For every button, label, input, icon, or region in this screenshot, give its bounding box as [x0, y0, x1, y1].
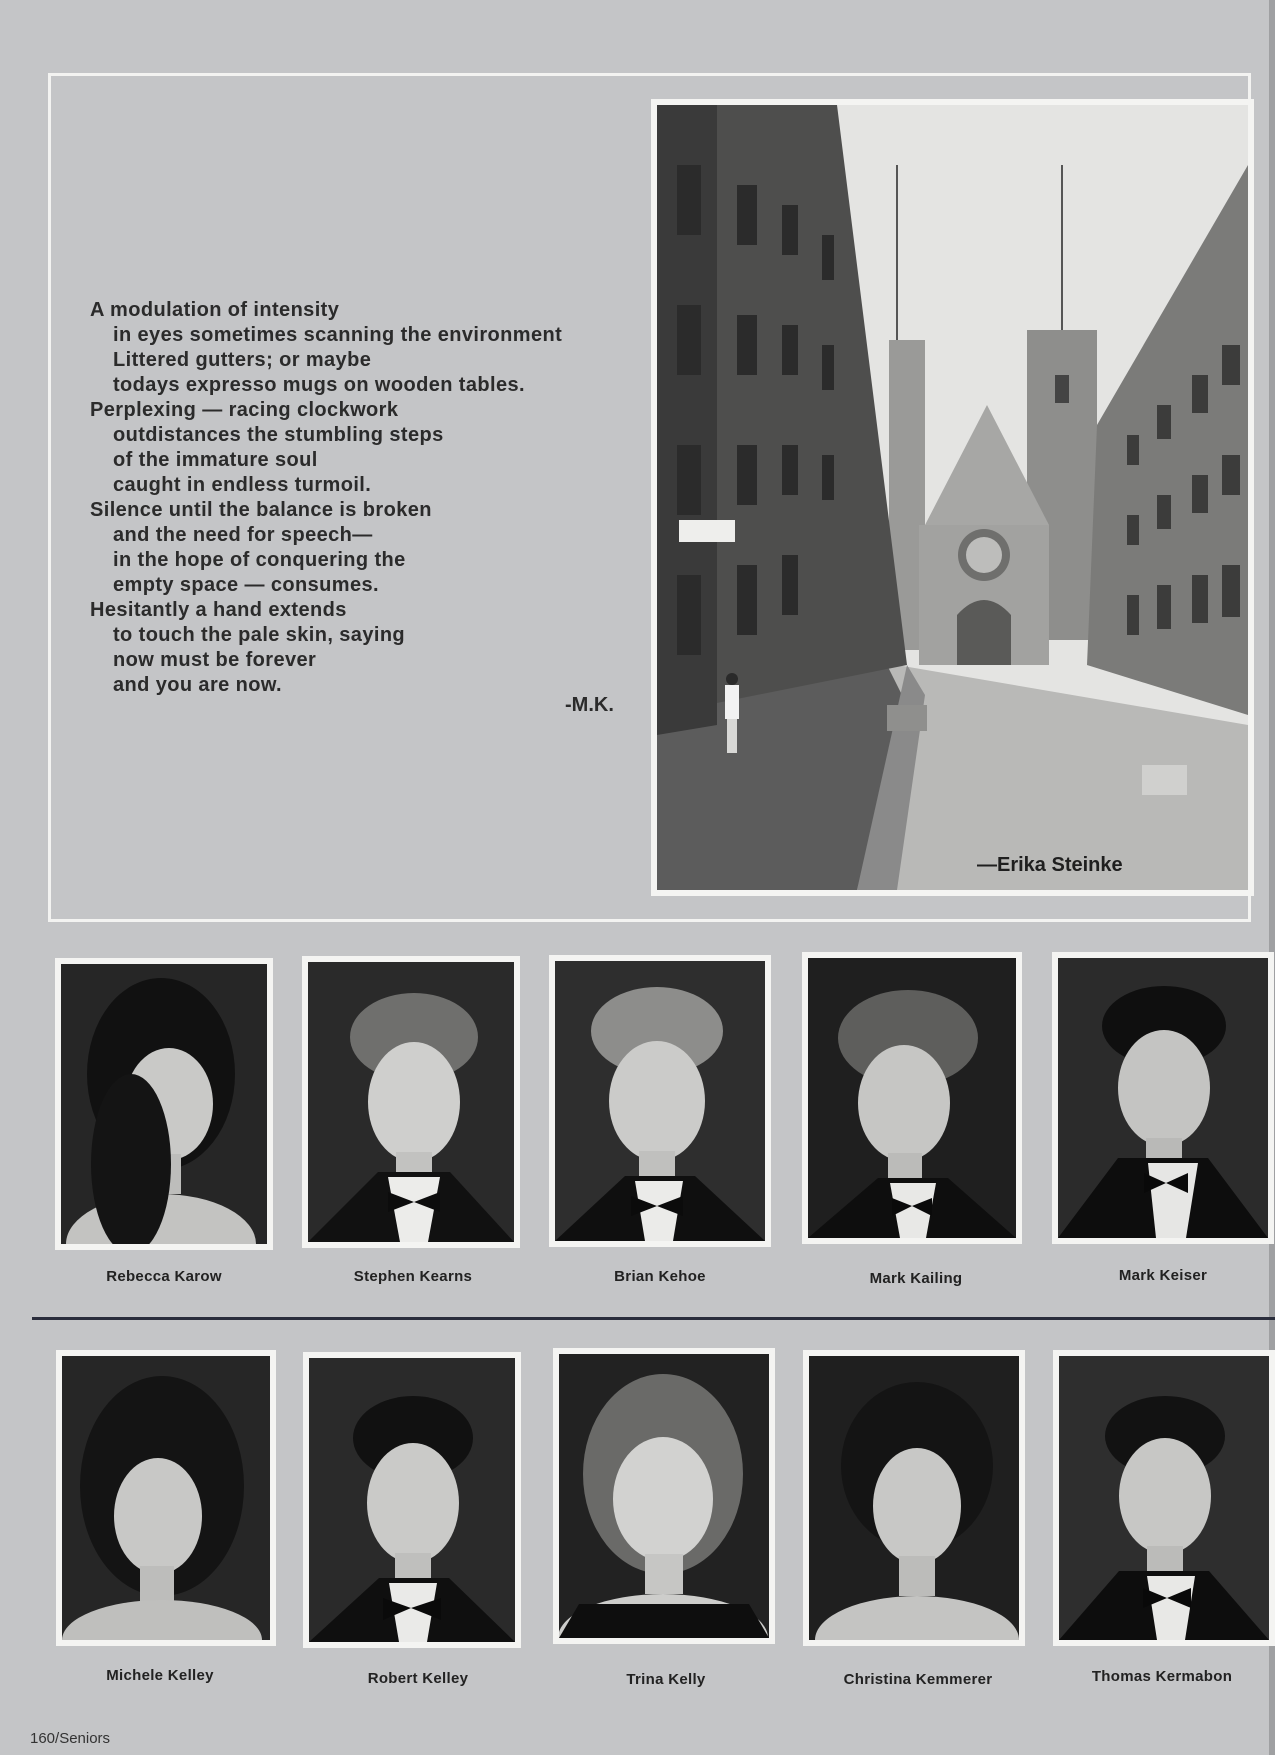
portrait-photo	[55, 958, 273, 1250]
senior-name: Thomas Kermabon	[1091, 1668, 1233, 1685]
poem-line: caught in endless turmoil.	[113, 474, 372, 496]
portrait-photo	[802, 952, 1022, 1244]
portrait-image	[808, 958, 1016, 1238]
poem-line: to touch the pale skin, saying	[113, 624, 406, 646]
poem	[90, 298, 650, 698]
portrait-photo	[56, 1350, 276, 1646]
street-photo	[651, 99, 1254, 896]
portrait-image	[62, 1356, 270, 1640]
portrait-image	[309, 1358, 515, 1642]
portrait-image	[555, 961, 765, 1241]
poem-line: Littered gutters; or maybe	[113, 349, 372, 371]
portrait-photo	[1053, 1350, 1275, 1646]
senior-name: Brian Kehoe	[614, 1268, 706, 1285]
poem-line: Perplexing — racing clockwork	[90, 399, 399, 421]
poem-line: todays expresso mugs on wooden tables.	[113, 374, 525, 396]
senior-name: Mark Kailing	[869, 1270, 963, 1287]
portrait-photo	[803, 1350, 1025, 1646]
senior-name: Stephen Kearns	[353, 1268, 473, 1285]
poem-author: -M.K.	[565, 694, 614, 716]
poem-line: in the hope of conquering the	[113, 549, 406, 571]
portrait-image	[559, 1354, 769, 1638]
poem-line: Hesitantly a hand extends	[90, 599, 347, 621]
poem-line: in eyes sometimes scanning the environment	[113, 324, 563, 346]
portrait-image	[1059, 1356, 1269, 1640]
senior-name: Christina Kemmerer	[843, 1671, 993, 1688]
portrait-image	[308, 962, 514, 1242]
poem-line: outdistances the stumbling steps	[113, 424, 444, 446]
photo-credit: —Erika Steinke	[977, 854, 1123, 876]
poem-line: empty space — consumes.	[113, 574, 379, 596]
cathedral-street-image	[657, 105, 1248, 890]
poem-line: and the need for speech—	[113, 524, 373, 546]
portrait-photo	[1052, 952, 1274, 1244]
senior-name: Trina Kelly	[626, 1671, 706, 1688]
portrait-photo	[553, 1348, 775, 1644]
portrait-photo	[302, 956, 520, 1248]
page-folio: 160/Seniors	[30, 1730, 111, 1747]
portrait-image	[1058, 958, 1268, 1238]
portrait-photo	[303, 1352, 521, 1648]
senior-name: Robert Kelley	[367, 1670, 469, 1687]
poem-line: of the immature soul	[113, 449, 318, 471]
poem-line: A modulation of intensity	[90, 299, 340, 321]
portrait-image	[809, 1356, 1019, 1640]
poem-line: now must be forever	[113, 649, 317, 671]
senior-name: Mark Keiser	[1118, 1267, 1208, 1284]
senior-name: Michele Kelley	[106, 1667, 214, 1684]
poem-line: Silence until the balance is broken	[90, 499, 432, 521]
section-divider	[32, 1317, 1275, 1320]
senior-name: Rebecca Karow	[106, 1268, 222, 1285]
poem-line: and you are now.	[113, 674, 283, 696]
portrait-photo	[549, 955, 771, 1247]
portrait-image	[61, 964, 267, 1244]
